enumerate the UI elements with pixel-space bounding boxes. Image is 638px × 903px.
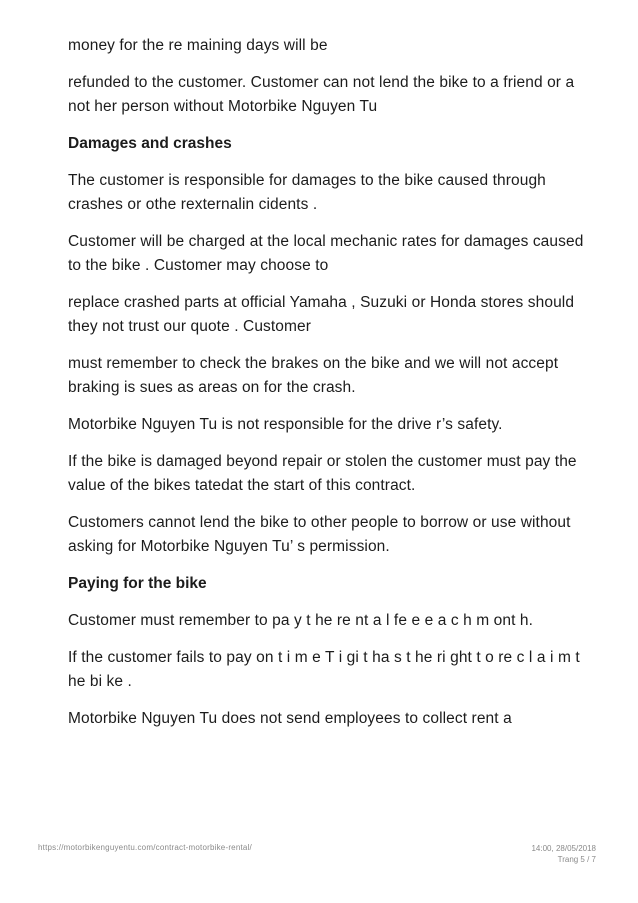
paragraph: Customer must remember to pa y t he re nt a l fe e e a c h m ont h. (68, 612, 534, 629)
paragraph: Customer will be charged at the local mechanic rates for damages caused to the bike . Customer may choose to (68, 233, 584, 274)
document-body (68, 34, 588, 744)
footer-datetime: 14:00, 28/05/2018 (531, 844, 596, 853)
paragraph: refunded to the customer. Customer can not lend the bike to a friend or a not her person without Motorbike Nguyen Tu (68, 74, 575, 115)
section-heading-paying: Paying for the bike (68, 575, 207, 592)
paragraph: Customers cannot lend the bike to other people to borrow or use without asking for Motorbike Nguyen Tu’ s permission. (68, 514, 571, 555)
section-heading-damages: Damages and crashes (68, 135, 232, 152)
footer-meta (531, 843, 596, 865)
paragraph: If the customer fails to pay on t i m e T i gi t ha s t he ri ght t o re c l a i m t he bi ke . (68, 649, 580, 690)
paragraph: money for the re maining days will be (68, 37, 328, 54)
paragraph: Motorbike Nguyen Tu is not responsible for the drive r’s safety. (68, 416, 503, 433)
footer-page-number: Trang 5 / 7 (557, 855, 596, 864)
paragraph: The customer is responsible for damages to the bike caused through crashes or othe rexternalin cidents . (68, 172, 546, 213)
footer-url[interactable]: https://motorbikenguyentu.com/contract-motorbike-rental/ (38, 843, 252, 852)
paragraph: Motorbike Nguyen Tu does not send employees to collect rent a (68, 710, 512, 727)
paragraph: replace crashed parts at official Yamaha , Suzuki or Honda stores should they not trust our quote . Customer (68, 294, 575, 335)
paragraph: If the bike is damaged beyond repair or stolen the customer must pay the value of the bikes tatedat the start of this contract. (68, 453, 577, 494)
paragraph: must remember to check the brakes on the bike and we will not accept braking is sues as areas on for the crash. (68, 355, 559, 396)
